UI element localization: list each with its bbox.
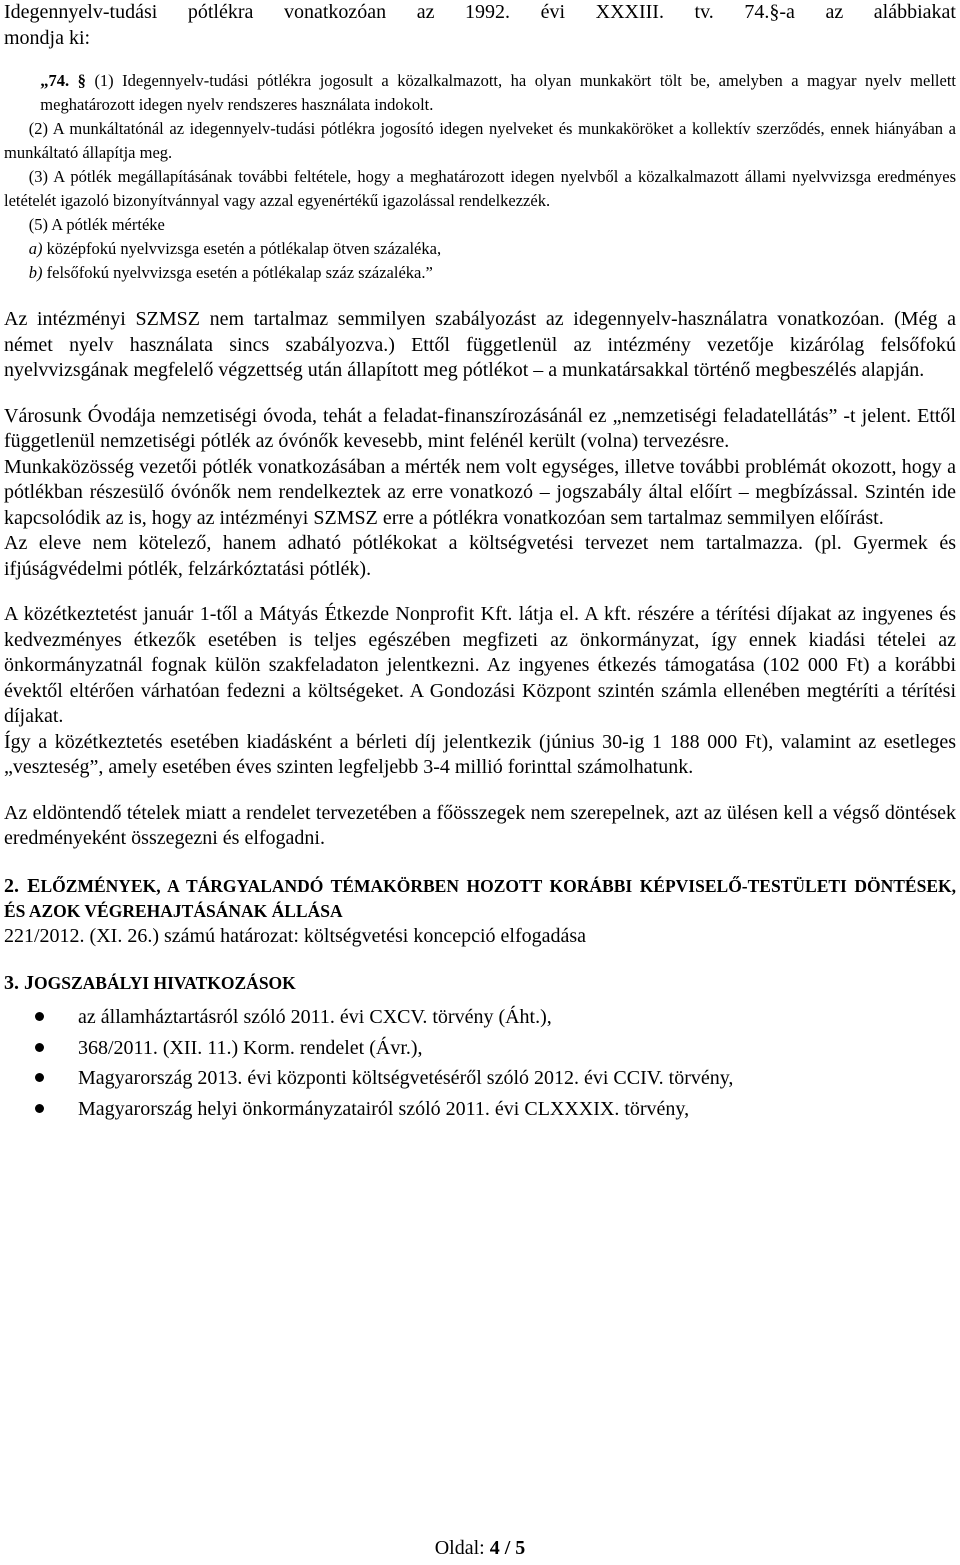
- law-paragraph-3: (3) A pótlék megállapításának további feltétele, hogy a meghatározott idegen nyelvből a közalkalmazott állami nyelvvizsga eredményes letételét igazoló bizonyítvánnyal vagy azzal egyenértékű igazolással rendelkezzék.: [4, 167, 956, 210]
- law-paragraph-5b: [4, 261, 956, 285]
- list-item-text: Magyarország 2013. évi központi költségvetéséről szóló 2012. évi CCIV. törvény,: [78, 1067, 734, 1089]
- paragraph-szmsz: Az intézményi SZMSZ nem tartalmaz semmilyen szabályozást az idegennyelv-használatra vonatkozóan. (Még a német nyelv használata sincs szabályozva.) Ettől függetlenül az intézmény vezetője kizárólag felsőfokú nyelvvizsgának megfelelő végzettség után állapított meg pótlékot – a munkatársakkal történő megbeszélés alapján.: [4, 308, 956, 381]
- paragraph-kozetkeztetes: A közétkeztetést január 1-től a Mátyás Étkezde Nonprofit Kft. látja el. A kft. részére a térítési díjakat az ingyenes és kedvezményes étkezők esetében is teljes egészében megfizeti az önkormányzat, így ennek kiadási tételei az önkormányzatnál fognak külön szakfeladaton jelentkezni. Az ingyenes étkezés támogatása (102 000 Ft) a korábbi évektől eltérően várhatóan fedezni a költségeket. A Gondozási Központ szintén számla ellenében megtéríti a térítési díjakat.: [4, 603, 956, 727]
- paragraph-eleve: Az eleve nem kötelező, hanem adható pótlékokat a költségvetési tervezet nem tartalmazza. (pl. Gyermek és ifjúságvédelmi pótlék, felzárkóztatási pótlék).: [4, 532, 956, 580]
- law-paragraph-1: [4, 69, 956, 117]
- law-paragraph-1-text: (1) Idegennyelv-tudási pótlékra jogosult a közalkalmazott, ha olyan munkakört tölt be, amelyben a magyar nyelv mellett meghatározott idegen nyelv rendszeres használata indokolt.: [40, 71, 956, 114]
- list-item: [4, 1063, 956, 1094]
- document-page: [4, 0, 956, 1124]
- section-2-title: LŐZMÉNYEK, A TÁRGYALANDÓ TÉMAKÖRBEN HOZOTT KORÁBBI KÉPVISELŐ-TESTÜLETI DÖNTÉSEK, ÉS AZOK VÉGREHAJTÁSÁNAK ÁLLÁSA: [4, 875, 956, 921]
- list-item: [4, 1094, 956, 1125]
- section-3-title-cap: J: [24, 972, 34, 994]
- bullet-icon: [35, 1043, 44, 1052]
- law-5a-text: középfokú nyelvvizsga esetén a pótlékalap ötven százaléka,: [42, 239, 442, 258]
- law-quote: [4, 69, 956, 285]
- law-paragraph-2: (2) A munkáltatónál az idegennyelv-tudási pótlékra jogosító idegen nyelveket és munkaköröket a kollektív szerződés, ennek hiányában a munkáltató állapítja meg.: [4, 119, 956, 162]
- list-item-text: 368/2011. (XII. 11.) Korm. rendelet (Ávr.),: [78, 1036, 423, 1059]
- page-number: 4 / 5: [489, 1537, 526, 1559]
- list-item-text: Magyarország helyi önkormányzatairól szóló 2011. évi CLXXXIX. törvény,: [78, 1097, 690, 1120]
- quote-intro-line1: Idegennyelv-tudási pótlékra vonatkozóan az 1992. évi XXXIII. tv. 74.§-a az alábbiakat: [4, 1, 956, 23]
- paragraph-igy: Így a közétkeztetés esetében kiadásként a bérleti díj jelentkezik (június 30-ig 1 188 000 Ft), valamint az esetleges „veszteség”, amely esetében éves szinten legfeljebb 3-4 millió forinttal számolhatunk.: [4, 730, 956, 778]
- section-2-heading: [4, 874, 956, 924]
- section-3-number: 3.: [4, 972, 24, 994]
- law-section-mark: „74. §: [40, 71, 86, 90]
- law-5a-label: a): [28, 239, 43, 258]
- paragraph-munkakozosseg: Munkaközösség vezetői pótlék vonatkozásában a mérték nem volt egységes, illetve további problémát okozott, hogy a pótlékban részesülő óvónők nem rendelkeztek az erre vonatkozó – jogszabály által előírt – megbízással. Szintén ide kapcsolódik az is, hogy az intézményi SZMSZ erre a pótlékra vonatkozóan sem tartalmaz semmilyen előírást.: [4, 455, 956, 529]
- bullet-icon: [35, 1012, 44, 1021]
- section-2: [4, 874, 956, 950]
- law-5b-text: felsőfokú nyelvvizsga esetén a pótlékalap száz százaléka.”: [42, 263, 433, 282]
- bullet-icon: [35, 1104, 44, 1113]
- law-5b-label: b): [28, 263, 43, 282]
- law-paragraph-5a: [4, 237, 956, 261]
- section-2-title-cap: E: [27, 874, 41, 897]
- page-label: Oldal:: [434, 1537, 490, 1559]
- paragraph-eldontendo: Az eldöntendő tételek miatt a rendelet tervezetében a főösszegek nem szerepelnek, azt az ülésen kell a végső döntések eredményeként összegezni és elfogadni.: [4, 801, 956, 849]
- law-paragraph-5: (5) A pótlék mértéke: [28, 215, 165, 234]
- quote-intro-line2: mondja ki:: [4, 26, 91, 49]
- section-3-heading: [4, 971, 956, 996]
- section-2-number: 2.: [4, 874, 28, 897]
- list-item-text: az államháztartásról szóló 2011. évi CXCV. törvény (Áht.),: [78, 1006, 552, 1028]
- list-item: [4, 1033, 956, 1064]
- bullet-icon: [35, 1073, 44, 1082]
- page-footer: [0, 1537, 960, 1560]
- paragraph-ovoda: Városunk Óvodája nemzetiségi óvoda, tehát a feladat-finanszírozásánál ez „nemzetiségi feladatellátás” -t jelent. Ettől függetlenül nemzetiségi pótlék az óvónők kevesebb, mint felénél került (volna) tervezésre.: [4, 404, 956, 452]
- section-3: [4, 971, 956, 1124]
- list-item: [4, 1002, 956, 1033]
- section-3-title: OGSZABÁLYI HIVATKOZÁSOK: [34, 973, 296, 993]
- legal-reference-list: [4, 1002, 956, 1124]
- section-2-body: 221/2012. (XI. 26.) számú határozat: költségvetési koncepció elfogadása: [4, 924, 587, 947]
